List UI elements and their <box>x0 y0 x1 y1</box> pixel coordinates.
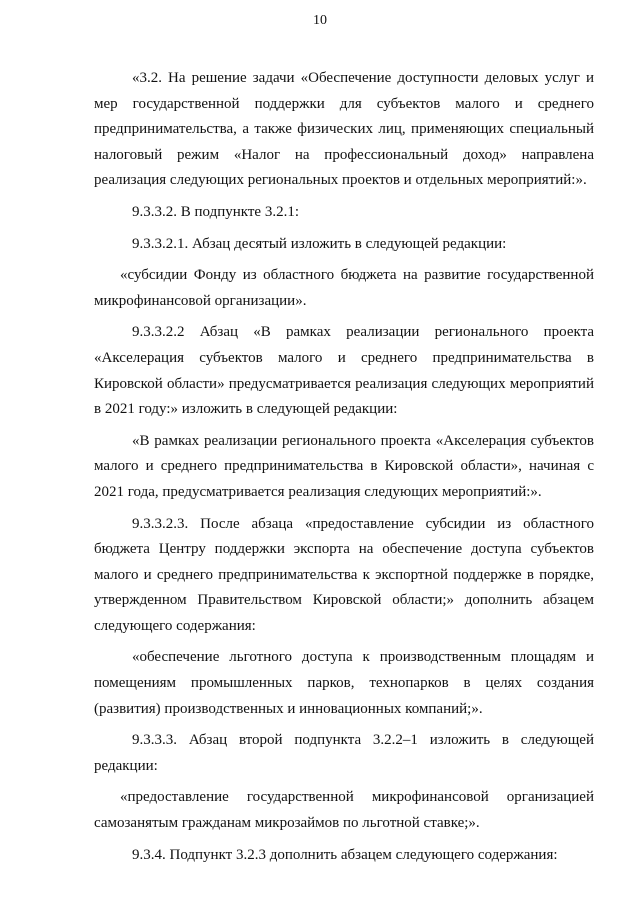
paragraph-3-2: «3.2. На решение задачи «Обеспечение доступности деловых услуг и мер государственной поддержки для субъектов малого и среднего предпринимательства, а также физических лиц, применяющих специальный налоговый режим «Налог на профессиональный доход» направлена реализация следующих региональных проектов и отдельных мероприятий:». <box>94 70 594 189</box>
page-number: 10 <box>313 13 327 28</box>
paragraph-9-3-3-2-3: 9.3.3.2.3. После абзаца «предоставление субсидии из областного бюджета Центру поддержки экспорта на обеспечение доступа субъектов малого и среднего предпринимательства к экспортной поддержке в порядке, утвержденном Правительством Кировской области;» дополнить абзацем следующего содержания: <box>94 515 594 634</box>
paragraph-9-3-3-2: 9.3.3.2. В подпункте 3.2.1: <box>132 203 300 220</box>
document-body <box>94 66 594 874</box>
paragraph-9-3-3-2-2: 9.3.3.2.2 Абзац «В рамках реализации регионального проекта «Акселерация субъектов малого и среднего предпринимательства в Кировской области» предусматривается реализация следующих мероприятий в 2021 году:» изложить в следующей редакции: <box>94 324 594 418</box>
paragraph-quote-microloans: «предоставление государственной микрофинансовой организацией самозанятым гражданам микрозаймов по льготной ставке;». <box>94 789 594 832</box>
paragraph-9-3-3-3: 9.3.3.3. Абзац второй подпункта 3.2.2–1 изложить в следующей редакции: <box>94 732 594 774</box>
paragraph-quote-subsidies: «субсидии Фонду из областного бюджета на развитие государственной микрофинансовой организации». <box>94 267 594 309</box>
paragraph-quote-acceleration: «В рамках реализации регионального проекта «Акселерация субъектов малого и среднего предпринимательства в Кировской области», начиная с 2021 года, предусматривается реализация следующих мероприятий:». <box>94 432 594 500</box>
paragraph-9-3-3-2-1: 9.3.3.2.1. Абзац десятый изложить в следующей редакции: <box>132 235 507 252</box>
paragraph-quote-industrial-parks: «обеспечение льготного доступа к производственным площадям и помещениям промышленных парков, технопарков в целях создания (развития) производственных и инновационных компаний;». <box>94 649 594 717</box>
paragraph-9-3-4: 9.3.4. Подпункт 3.2.3 дополнить абзацем следующего содержания: <box>132 846 558 863</box>
